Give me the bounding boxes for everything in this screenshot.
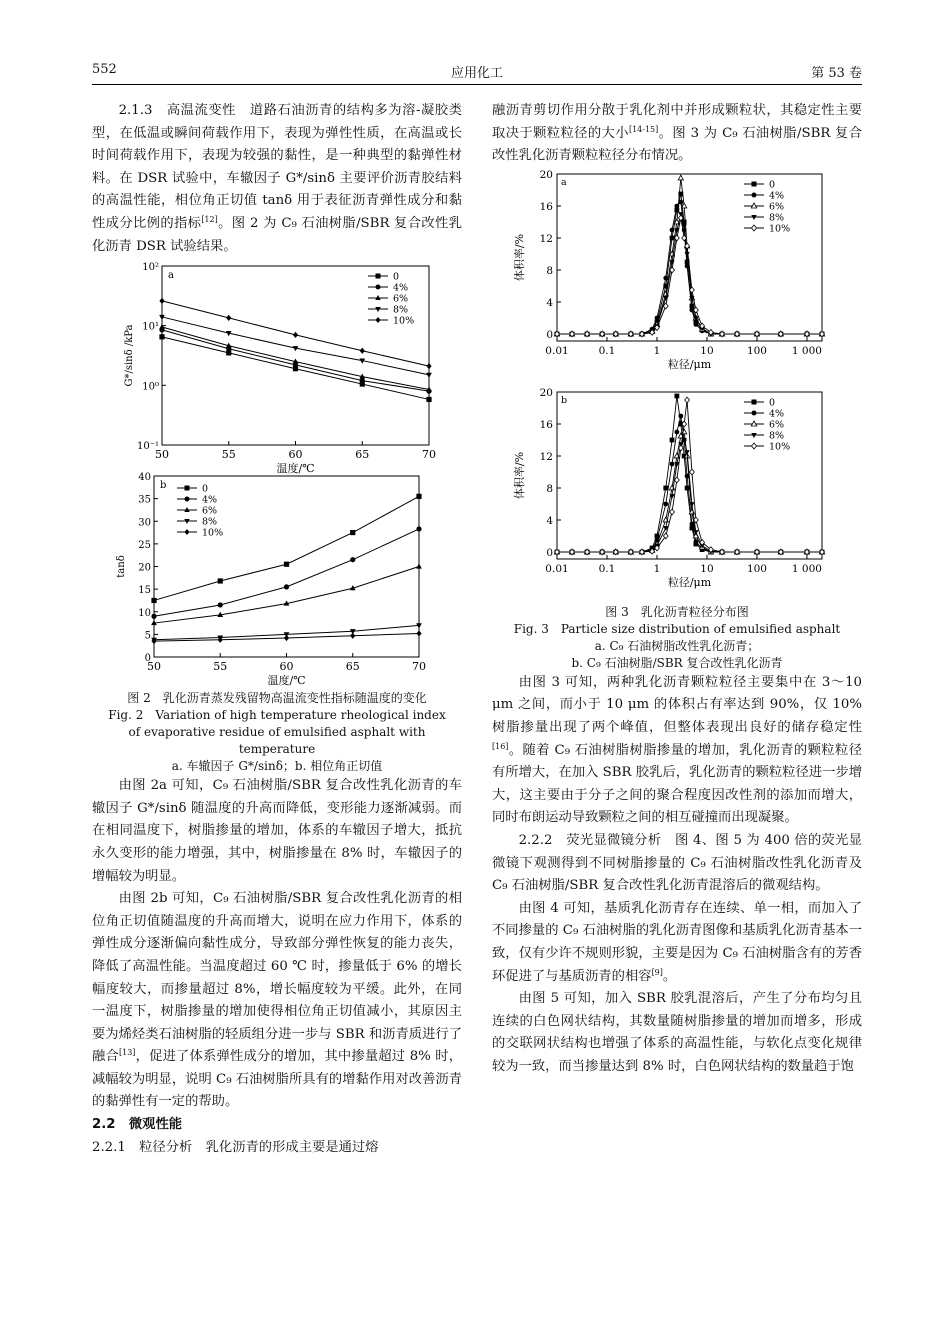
y-tick-label: 20 — [539, 386, 553, 399]
legend-label: 8% — [202, 516, 218, 528]
legend-marker — [376, 274, 381, 279]
x-tick-label: 1 000 — [791, 562, 822, 575]
legend-marker — [752, 225, 757, 231]
heading-2-2-2: 2.2.2 荧光显微镜分析 — [518, 832, 662, 848]
y-tick-label: 0 — [144, 653, 151, 665]
y-tick-label: 8 — [546, 264, 553, 277]
y-axis-label: 体积率/% — [513, 451, 526, 499]
data-point — [151, 614, 156, 619]
legend-marker — [185, 486, 190, 491]
x-tick-label: 0.1 — [598, 562, 616, 575]
legend-item — [744, 179, 775, 190]
legend-item — [368, 283, 408, 294]
legend-marker — [185, 497, 190, 502]
page-number: 552 — [92, 62, 117, 77]
data-point — [663, 275, 668, 280]
y-axis-label: 体积率/% — [513, 233, 526, 281]
data-point — [350, 633, 355, 639]
figure-2 — [92, 258, 462, 690]
x-axis-label: 温度/℃ — [267, 674, 306, 688]
legend-item — [368, 316, 414, 327]
y-axis-label: G*/sinδ /kPa — [124, 324, 135, 387]
heading-2-2-1: 2.2.1 粒径分析 — [92, 1139, 193, 1155]
data-point — [416, 526, 421, 531]
data-point — [426, 373, 432, 378]
legend-label: 0 — [393, 271, 400, 283]
data-point — [350, 530, 355, 535]
legend-marker — [376, 317, 381, 323]
y-tick-label: 20 — [138, 562, 151, 574]
y-tick-label: 15 — [138, 585, 151, 597]
data-point — [670, 227, 675, 232]
data-point — [416, 564, 422, 569]
legend-marker — [376, 285, 381, 290]
para-2-2-1: 2.2.1 粒径分析 乳化沥青的形成主要是通过熔 — [92, 1139, 379, 1155]
legend-label: 4% — [769, 408, 785, 420]
series-6% — [151, 564, 422, 626]
data-point — [426, 397, 431, 402]
legend-item — [177, 506, 217, 517]
x-tick-label: 70 — [422, 448, 436, 462]
y-tick-label: 12 — [539, 232, 553, 245]
data-point — [360, 378, 365, 383]
y-tick-label: 4 — [546, 514, 553, 527]
legend-label: 4% — [393, 282, 409, 294]
legend-label: 4% — [202, 494, 218, 506]
series-line — [154, 567, 419, 624]
y-tick-label: 30 — [138, 517, 151, 529]
data-point — [674, 393, 679, 398]
legend-label: 8% — [769, 430, 785, 442]
data-point — [159, 298, 164, 304]
x-tick-label: 55 — [213, 660, 228, 674]
para-2-2-2: 2.2.2 荧光显微镜分析 图 4、图 5 为 400 倍的荧光显微镜下观测得到不同树脂掺量的 C₉ 石油树脂改性乳化沥青及 C₉ 石油树脂/SBR 复合改性乳化沥青混溶后的微观结构。 — [492, 832, 863, 894]
y-tick-label: 20 — [539, 168, 553, 181]
y-tick-label: 10⁰ — [142, 381, 159, 393]
data-point — [293, 332, 298, 338]
panel-label: a — [561, 176, 567, 188]
para-fig2a-discussion: 由图 2a 可知，C₉ 石油树脂/SBR 复合改性乳化沥青的车辙因子 G*/sinδ 随温度的升高而降低，变形能力逐渐减弱。而在相同温度下，树脂掺量的增加，体系的车辙因子增大，抵抗永久变形的能力增强，其中，树脂掺量在 8% 时，车辙因子的增幅较为明显。 — [92, 778, 462, 884]
legend-label: 0 — [769, 179, 776, 191]
fig2b-chart — [92, 468, 462, 690]
legend-item — [744, 201, 784, 212]
y-tick-label: 12 — [539, 450, 553, 463]
legend-item — [177, 484, 208, 495]
data-point — [674, 429, 679, 434]
data-point — [684, 252, 689, 257]
plot-frame — [162, 266, 429, 445]
section-2-2-title: 2.2 微观性能 — [92, 1117, 183, 1133]
para-fig2b-discussion: 由图 2b 可知，C₉ 石油树脂/SBR 复合改性乳化沥青的相位角正切值随温度的升高而增大，说明在应力作用下，体系的弹性成分逐渐偏向黏性成分，导致部分弹性恢复的能力丧失，降低了高温性能。当温度超过 60 ℃ 时，掺量低于 6% 的增长幅度较大，而掺量超过 8%，增长幅度较为平缓。此外，在同一温度下，树脂掺量的增加使得相位角正切值减小，其原因主要为烯烃类石油树脂的轻质组分进一步与 SBR 和沥青质进行了融合[13]，促进了体系弹性成分的增加，其中掺量超过 8% 时，减幅较为明显，说明 C₉ 石油树脂所具有的增黏作用对改善沥青的黏弹性有一定的帮助。 — [92, 891, 462, 1110]
right-column — [492, 100, 862, 1078]
data-point — [693, 322, 698, 327]
x-tick-label: 0.01 — [545, 344, 569, 357]
legend-label: 0 — [202, 483, 209, 495]
y-tick-label: 40 — [138, 472, 151, 484]
legend-label: 8% — [769, 212, 785, 224]
data-point — [685, 397, 690, 403]
x-tick-label: 50 — [147, 660, 161, 674]
volume: 第 53 卷 — [811, 66, 862, 81]
legend-label: 6% — [393, 293, 409, 305]
legend-item — [368, 272, 399, 283]
x-axis-label: 粒径/μm — [667, 357, 712, 371]
data-point — [284, 562, 289, 567]
data-point — [416, 631, 421, 637]
data-point — [690, 469, 695, 475]
legend-item — [177, 528, 223, 539]
data-point — [663, 485, 668, 490]
legend-item — [368, 305, 408, 316]
legend-label: 6% — [769, 419, 785, 431]
fig3-caption: 图 3 乳化沥青粒径分布图 Fig. 3 Particle size distribution of emulsified asphalt a. C₉ 石油树脂改性乳化沥青； b. C₉ 石油树脂/SBR 复合改性乳化沥青 — [513, 604, 841, 670]
para-fig4-discussion: 由图 4 可知，基质乳化沥青存在连续、单一相，而加入了不同掺量的 C₉ 石油树脂的乳化沥青图像和基质乳化沥青基本一致，仅有少许不规则形貌，主要是因为 C₉ 石油树脂含有的芳香环促进了与基质沥青的相容[9]。 — [492, 900, 862, 984]
data-point — [350, 557, 355, 562]
data-point — [670, 461, 675, 466]
x-axis-label: 粒径/μm — [667, 575, 712, 589]
data-point — [284, 584, 289, 589]
x-tick-label: 1 000 — [791, 344, 822, 357]
data-point — [159, 334, 164, 339]
legend-label: 10% — [769, 441, 791, 453]
y-tick-label: 10 — [138, 607, 151, 619]
legend-item — [744, 397, 775, 408]
para-fig3-discussion: 由图 3 可知，两种乳化沥青颗粒粒径主要集中在 3～10 μm 之间，而小于 10 μm 的体积占有率达到 90%，仅 10% 树脂掺量出现了两个峰值，但整体表现出良好的储存稳定性[16]。随着 C₉ 石油树脂树脂掺量的增加，乳化沥青的颗粒粒径有所增大，在加入 SBR 胶乳后，乳化沥青的颗粒粒径进一步增大，这主要由于分子之间的聚合程度因改性剂的添加而增大，同时布朗运动导致颗粒之间的相互碰撞而出现凝聚。 — [492, 674, 862, 826]
journal-name: 应用化工 — [450, 66, 503, 81]
x-tick-label: 70 — [412, 660, 426, 674]
fig3a-chart — [492, 168, 862, 386]
data-point — [218, 579, 223, 584]
y-tick-label: 25 — [138, 540, 151, 552]
y-tick-label: 16 — [539, 418, 553, 431]
legend-item — [744, 223, 790, 234]
data-point — [678, 413, 683, 418]
panel-label: a — [168, 270, 174, 282]
legend-label: 6% — [769, 201, 785, 213]
y-tick-label: 8 — [546, 482, 553, 495]
legend-marker — [752, 181, 757, 186]
legend-item — [744, 190, 784, 201]
y-tick-label: 16 — [539, 200, 553, 213]
data-point — [226, 315, 231, 321]
panel-label: b — [561, 394, 568, 406]
para-particle-intro: 融沥青剪切作用分散于乳化剂中并形成颗粒状，其稳定性主要取决于颗粒粒径的大小[14-15]。图 3 为 C₉ 石油树脂/SBR 复合改性乳化沥青颗粒粒径分布情况。 — [492, 103, 862, 164]
data-point — [663, 501, 668, 506]
data-point — [416, 494, 421, 499]
fig2a-chart — [92, 258, 462, 476]
legend-marker — [752, 192, 757, 197]
panel-label: b — [160, 480, 167, 492]
data-point — [678, 175, 683, 180]
legend-label: 8% — [393, 304, 409, 316]
fig3b-chart — [492, 386, 862, 604]
x-tick-label: 60 — [279, 660, 294, 674]
legend-item — [744, 430, 784, 441]
x-tick-label: 100 — [746, 562, 767, 575]
legend-marker — [752, 410, 757, 415]
x-tick-label: 50 — [155, 448, 169, 462]
y-tick-label: 10¹ — [142, 321, 159, 333]
legend-item — [744, 408, 784, 419]
legend-marker — [752, 443, 757, 449]
x-tick-label: 10 — [700, 562, 714, 575]
legend-marker — [752, 399, 757, 404]
x-tick-label: 100 — [746, 344, 767, 357]
series-0 — [159, 334, 431, 402]
series-6% — [554, 175, 824, 336]
legend-item — [744, 441, 790, 452]
legend-label: 10% — [202, 527, 224, 539]
legend-item — [177, 517, 217, 528]
legend-item — [744, 212, 784, 223]
figure-3 — [492, 168, 862, 604]
x-tick-label: 1 — [653, 562, 661, 575]
x-tick-label: 10 — [700, 344, 714, 357]
legend-marker — [185, 529, 190, 535]
y-tick-label: 35 — [138, 494, 151, 506]
y-tick-label: 10⁻¹ — [136, 441, 159, 453]
data-point — [426, 363, 431, 369]
x-tick-label: 65 — [345, 660, 360, 674]
data-point — [218, 603, 223, 608]
legend-label: 10% — [393, 315, 415, 327]
legend-label: 4% — [769, 190, 785, 202]
x-tick-label: 0.1 — [598, 344, 616, 357]
data-point — [360, 348, 365, 354]
legend-item — [744, 419, 784, 430]
x-tick-label: 55 — [221, 448, 236, 462]
legend-item — [368, 294, 408, 305]
legend-item — [177, 495, 217, 506]
y-axis-label: tanδ — [116, 555, 127, 578]
data-point — [151, 598, 156, 603]
header-rule — [92, 84, 862, 85]
x-tick-label: 65 — [355, 448, 370, 462]
para-fig5-discussion: 由图 5 可知，加入 SBR 胶乳混溶后，产生了分布均匀且连续的白色网状结构，其数量随树脂掺量的增加而增多，形成的交联网状结构也增强了体系的高温性能，与软化点变化规律较为一致，而当掺量达到 8% 时，白色网状结构的数量趋于饱 — [492, 991, 862, 1074]
x-axis-label: 温度/℃ — [276, 462, 315, 476]
fig2-caption: 图 2 乳化沥青蒸发残留物高温流变性指标随温度的变化 Fig. 2 Variation of high temperature rheological index of evaporative residue of emulsified asphalt with temperature a. 车辙因子 G*/sinδ；b. 相位角正切值 — [108, 691, 446, 774]
y-tick-label: 4 — [546, 296, 553, 309]
heading-2-1-3: 2.1.3 高温流变性 — [118, 103, 237, 118]
data-point — [159, 324, 165, 329]
x-tick-label: 0.01 — [545, 562, 569, 575]
left-column — [92, 100, 462, 1159]
y-tick-label: 10² — [142, 262, 159, 274]
legend-label: 6% — [202, 505, 218, 517]
x-tick-label: 1 — [653, 344, 661, 357]
legend-label: 0 — [769, 397, 776, 409]
running-header — [92, 62, 862, 82]
y-tick-label: 5 — [144, 630, 151, 642]
para-2-1-3: 2.1.3 高温流变性 道路石油沥青的结构多为溶-凝胶类型，在低温或瞬间荷载作用下，表现为弹性性质，在高温或长时间荷载作用下，表现为较强的黏性，是一种典型的黏弹性材料。在 DSR 试验中，车辙因子 G*/sinδ 主要评价沥青胶结料的高温性能，相位角正切值 tanδ 用于表征沥青弹性成分和黏性成分比例的指标[12]。图 2 为 C₉ 石油树脂/SBR 复合改性乳化沥青 DSR 试验结果。 — [92, 103, 462, 254]
y-tick-label: 0 — [546, 546, 553, 559]
data-point — [670, 509, 675, 515]
data-point — [670, 437, 675, 442]
data-point — [284, 635, 289, 641]
y-tick-label: 0 — [546, 328, 553, 341]
x-tick-label: 60 — [288, 448, 303, 462]
legend-label: 10% — [769, 223, 791, 235]
